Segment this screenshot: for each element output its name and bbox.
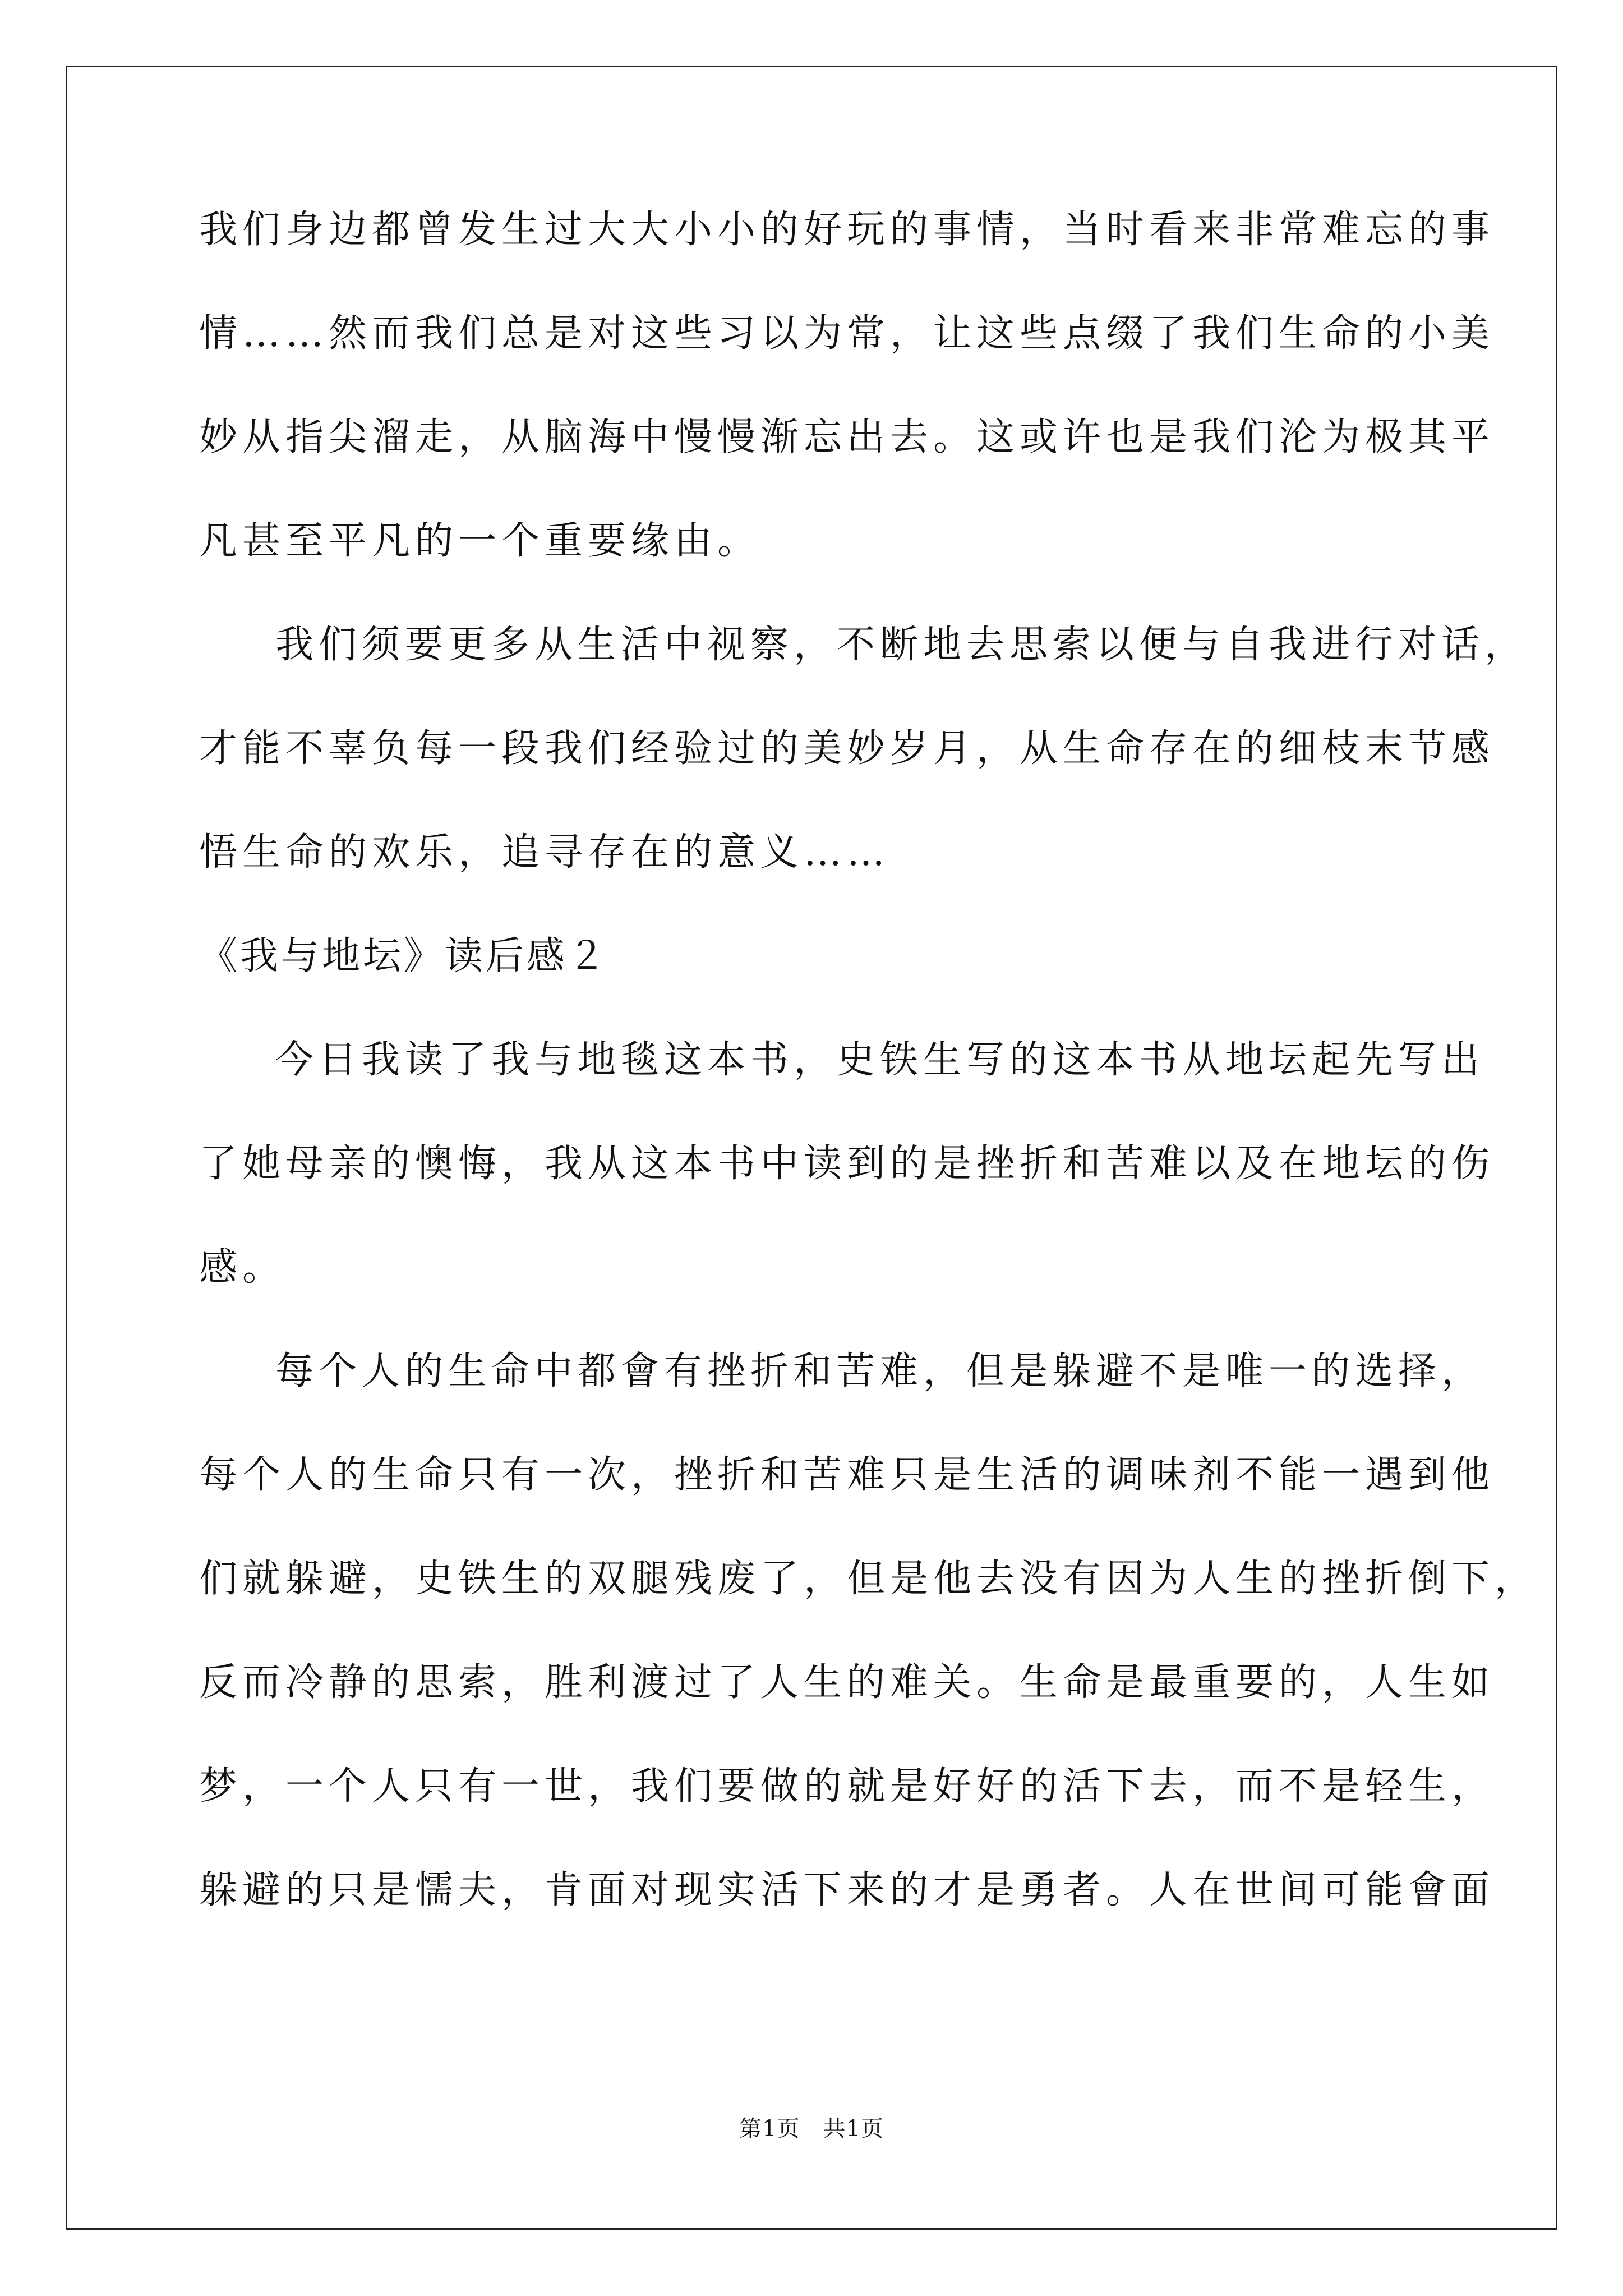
text-line: 们就躲避，史铁生的双腿残废了，但是他去没有因为人生的挫折倒下， <box>199 1557 1538 1601</box>
text-line: 悟生命的欢乐，追寻存在的意义…… <box>199 830 891 875</box>
paragraph-start-line: 每个人的生命中都會有挫折和苦难，但是躲避不是唯一的选择， <box>275 1349 1485 1393</box>
text-line: 梦，一个人只有一世，我们要做的就是好好的活下去，而不是轻生， <box>199 1764 1495 1809</box>
text-line: 每个人的生命只有一次，挫折和苦难只是生活的调味剂不能一遇到他 <box>199 1453 1495 1497</box>
text-line: 妙从指尖溜走，从脑海中慢慢渐忘出去。这或许也是我们沦为极其平 <box>199 415 1495 459</box>
section-title: 《我与地坛》读后感２ <box>199 934 609 978</box>
paragraph-start-line: 今日我读了我与地毯这本书，史铁生写的这本书从地坛起先写出 <box>275 1038 1485 1082</box>
text-line: 我们身边都曾发生过大大小小的好玩的事情，当时看来非常难忘的事 <box>199 208 1495 252</box>
page-footer: 第1页 共1页 <box>739 2116 884 2142</box>
text-line: 反而冷静的思索，胜利渡过了人生的难关。生命是最重要的，人生如 <box>199 1660 1495 1705</box>
paragraph-start-line: 我们须要更多从生活中视察，不断地去思索以便与自我进行对话， <box>275 623 1528 667</box>
text-line: 躲避的只是懦夫，肯面对现实活下来的才是勇者。人在世间可能會面 <box>199 1868 1495 1912</box>
text-line: 才能不辜负每一段我们经验过的美妙岁月，从生命存在的细枝末节感 <box>199 726 1495 771</box>
text-line: 感。 <box>199 1245 286 1290</box>
text-line: 凡甚至平凡的一个重要缘由。 <box>199 519 761 563</box>
text-line: 情……然而我们总是对这些习以为常，让这些点缀了我们生命的小美 <box>199 311 1495 356</box>
text-line: 了她母亲的懊悔，我从这本书中读到的是挫折和苦难以及在地坛的伤 <box>199 1142 1495 1186</box>
